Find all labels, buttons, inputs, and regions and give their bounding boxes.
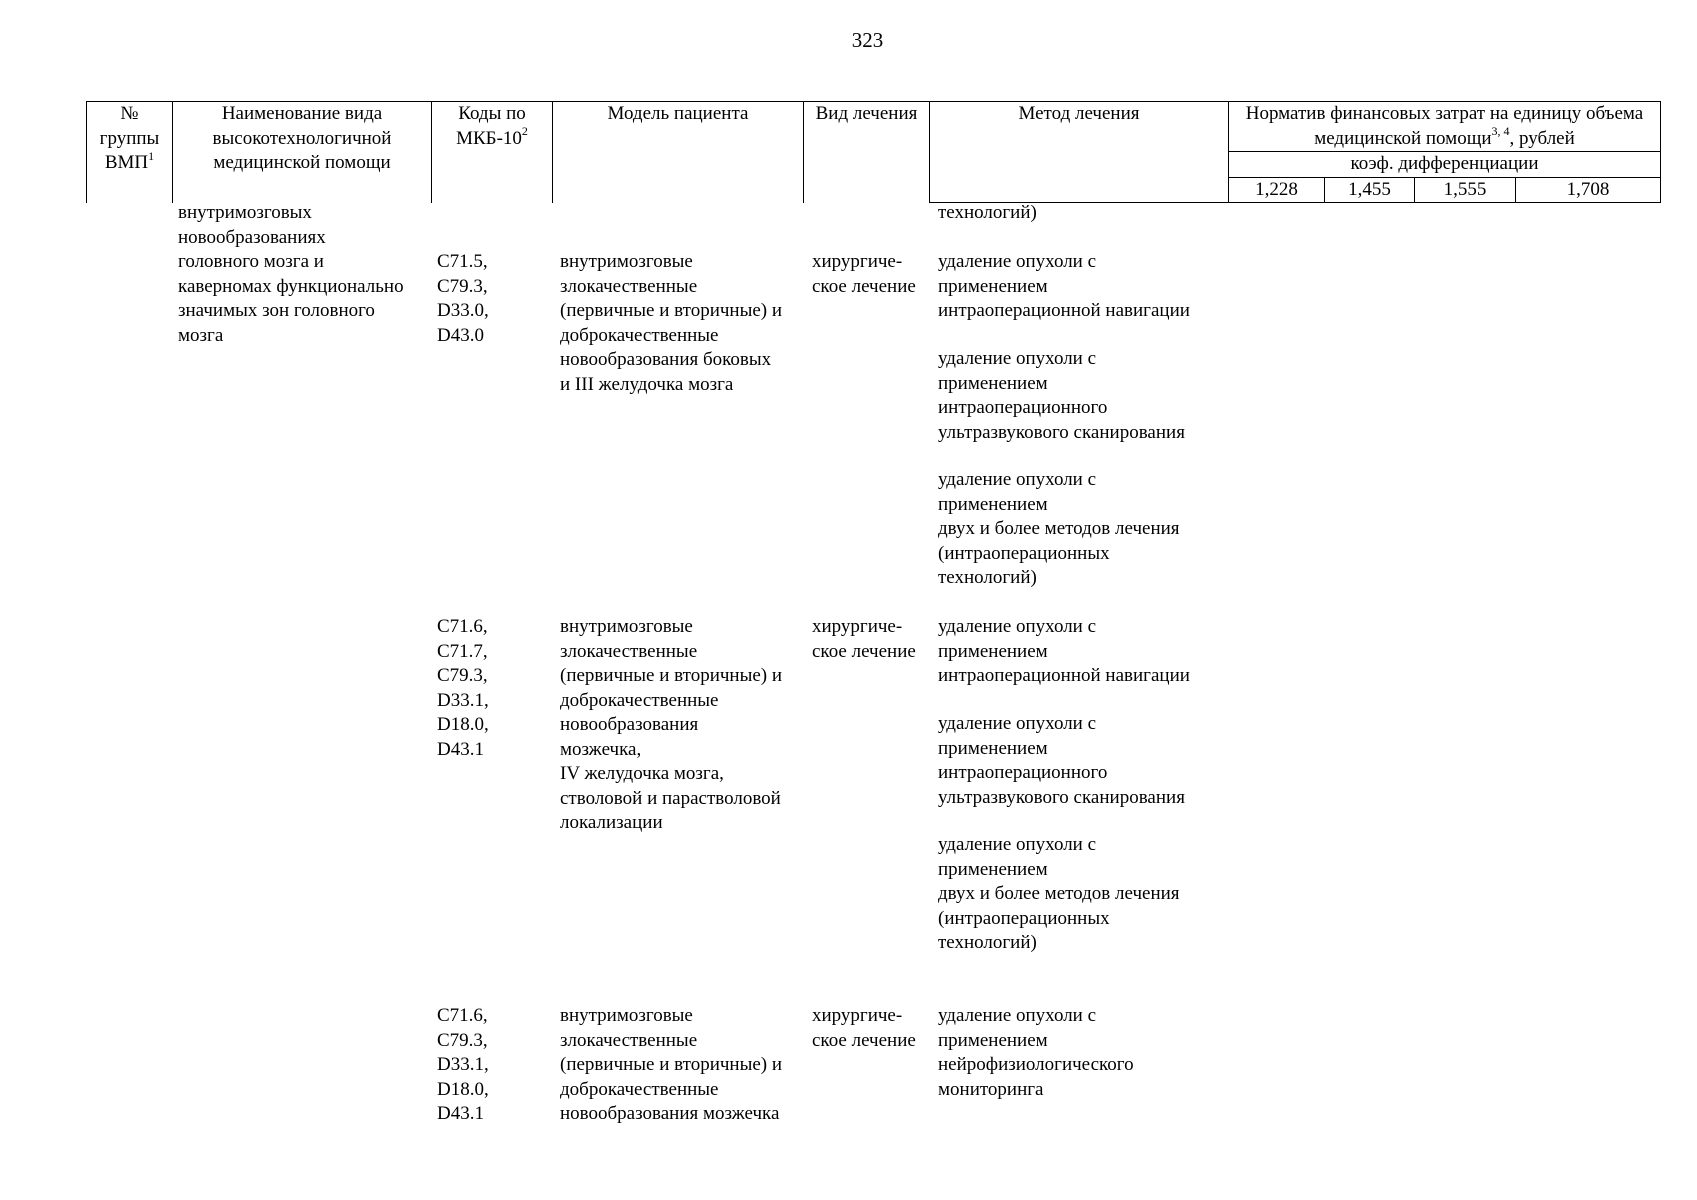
treatment-method: удаление опухоли с применением интраоперационного ультразвукового сканирования [938,713,1185,808]
coef-value: 1,455 [1325,177,1415,203]
footnote-2: 2 [521,124,528,139]
table-header [86,101,1661,203]
header-treatment-type: Вид лечения [804,102,930,203]
header-normative-text: Норматив финансовых затрат на единицу объема медицинской помощи [1245,103,1644,149]
icd-codes: C71.5, C79.3, D33.0, D43.0 [437,251,489,346]
patient-model: внутримозговые злокачественные (первичные и вторичные) и доброкачественные новообразования мозжечка [560,1005,783,1124]
coef-value: 1,555 [1415,177,1516,203]
header-treatment-method: Метод лечения [930,102,1229,203]
footnote-3-4: 3, 4 [1491,124,1510,139]
header-group-no-text: № группы ВМП [99,103,160,173]
treatment-type: хирургиче- ское лечение [812,1005,916,1051]
method-continued: технологий) [938,202,1037,223]
header-normative [1229,102,1661,152]
header-codes-text: Коды по МКБ-10 [456,103,526,149]
coef-value: 1,228 [1229,177,1325,203]
icd-codes: C71.6, C71.7, C79.3, D33.1, D18.0, D43.1 [437,616,489,760]
header-group-no [87,102,173,203]
treatment-method: удаление опухоли с применением интраоперационной навигации [938,251,1190,321]
icd-codes: C71.6, C79.3, D33.1, D18.0, D43.1 [437,1005,489,1124]
service-name-continued: внутримозговых новообразованиях головного мозга и кавернoмах функционально значимых зон головного мозга [178,202,404,346]
header-name: Наименование вида высокотехнологичной медицинской помощи [173,102,432,203]
header-normative-suffix: , рублей [1509,127,1575,149]
page-number: 323 [851,28,884,52]
coef-value: 1,708 [1516,177,1661,203]
treatment-method: удаление опухоли с применением нейрофизиологического мониторинга [938,1005,1134,1100]
treatment-type: хирургиче- ское лечение [812,616,916,662]
header-patient-model: Модель пациента [553,102,804,203]
treatment-type: хирургиче- ское лечение [812,251,916,297]
treatment-method: удаление опухоли с применением двух и более методов лечения (интраоперационных технологий) [938,469,1180,588]
patient-model: внутримозговые злокачественные (первичные и вторичные) и доброкачественные новообразования мозжечка, IV желудочка мозга, стволовой и парастволовой локализации [560,616,783,833]
header-coef: коэф. дифференциации [1229,152,1661,178]
treatment-method: удаление опухоли с применением двух и более методов лечения (интраоперационных технологий) [938,834,1180,953]
treatment-method: удаление опухоли с применением интраоперационного ультразвукового сканирования [938,348,1185,443]
patient-model: внутримозговые злокачественные (первичные и вторичные) и доброкачественные новообразования боковых и III желудочка мозга [560,251,783,395]
header-codes [432,102,553,203]
footnote-1: 1 [148,148,155,163]
treatment-method: удаление опухоли с применением интраоперационной навигации [938,616,1190,686]
